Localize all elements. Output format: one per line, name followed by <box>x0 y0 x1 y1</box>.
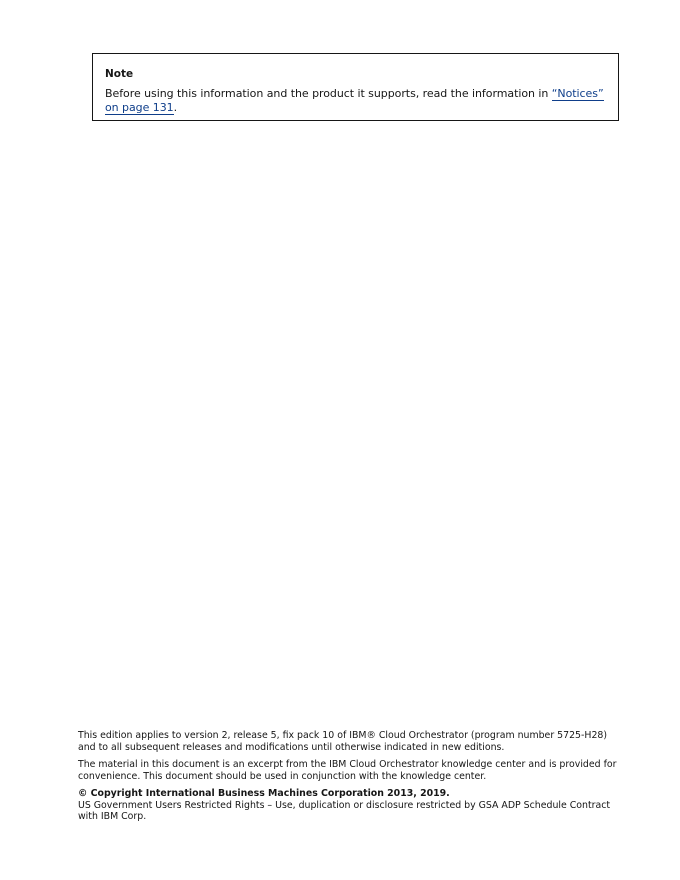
edition-notice <box>78 730 618 823</box>
note-text <box>105 87 606 115</box>
note-box <box>92 53 619 121</box>
material-statement: The material in this document is an excerpt from the IBM Cloud Orchestrator knowledge center and is provided for convenience. This document should be used in conjunction with the knowledge center. <box>78 759 617 782</box>
note-title: Note <box>105 68 134 80</box>
restricted-rights: US Government Users Restricted Rights – Use, duplication or disclosure restricted by GSA ADP Schedule Contract with IBM Corp. <box>78 799 611 822</box>
note-text-after: . <box>173 101 178 114</box>
notices-link[interactable]: “Notices” on page 131 <box>105 87 604 114</box>
note-text-before: Before using this information and the product it supports, read the information in <box>105 87 552 100</box>
copyright-line: © Copyright International Business Machines Corporation 2013, 2019. <box>78 788 450 799</box>
edition-statement: This edition applies to version 2, release 5, fix pack 10 of IBM® Cloud Orchestrator (program number 5725-H28) and to all subsequent releases and modifications until otherwise indicated in new editions. <box>78 730 608 753</box>
